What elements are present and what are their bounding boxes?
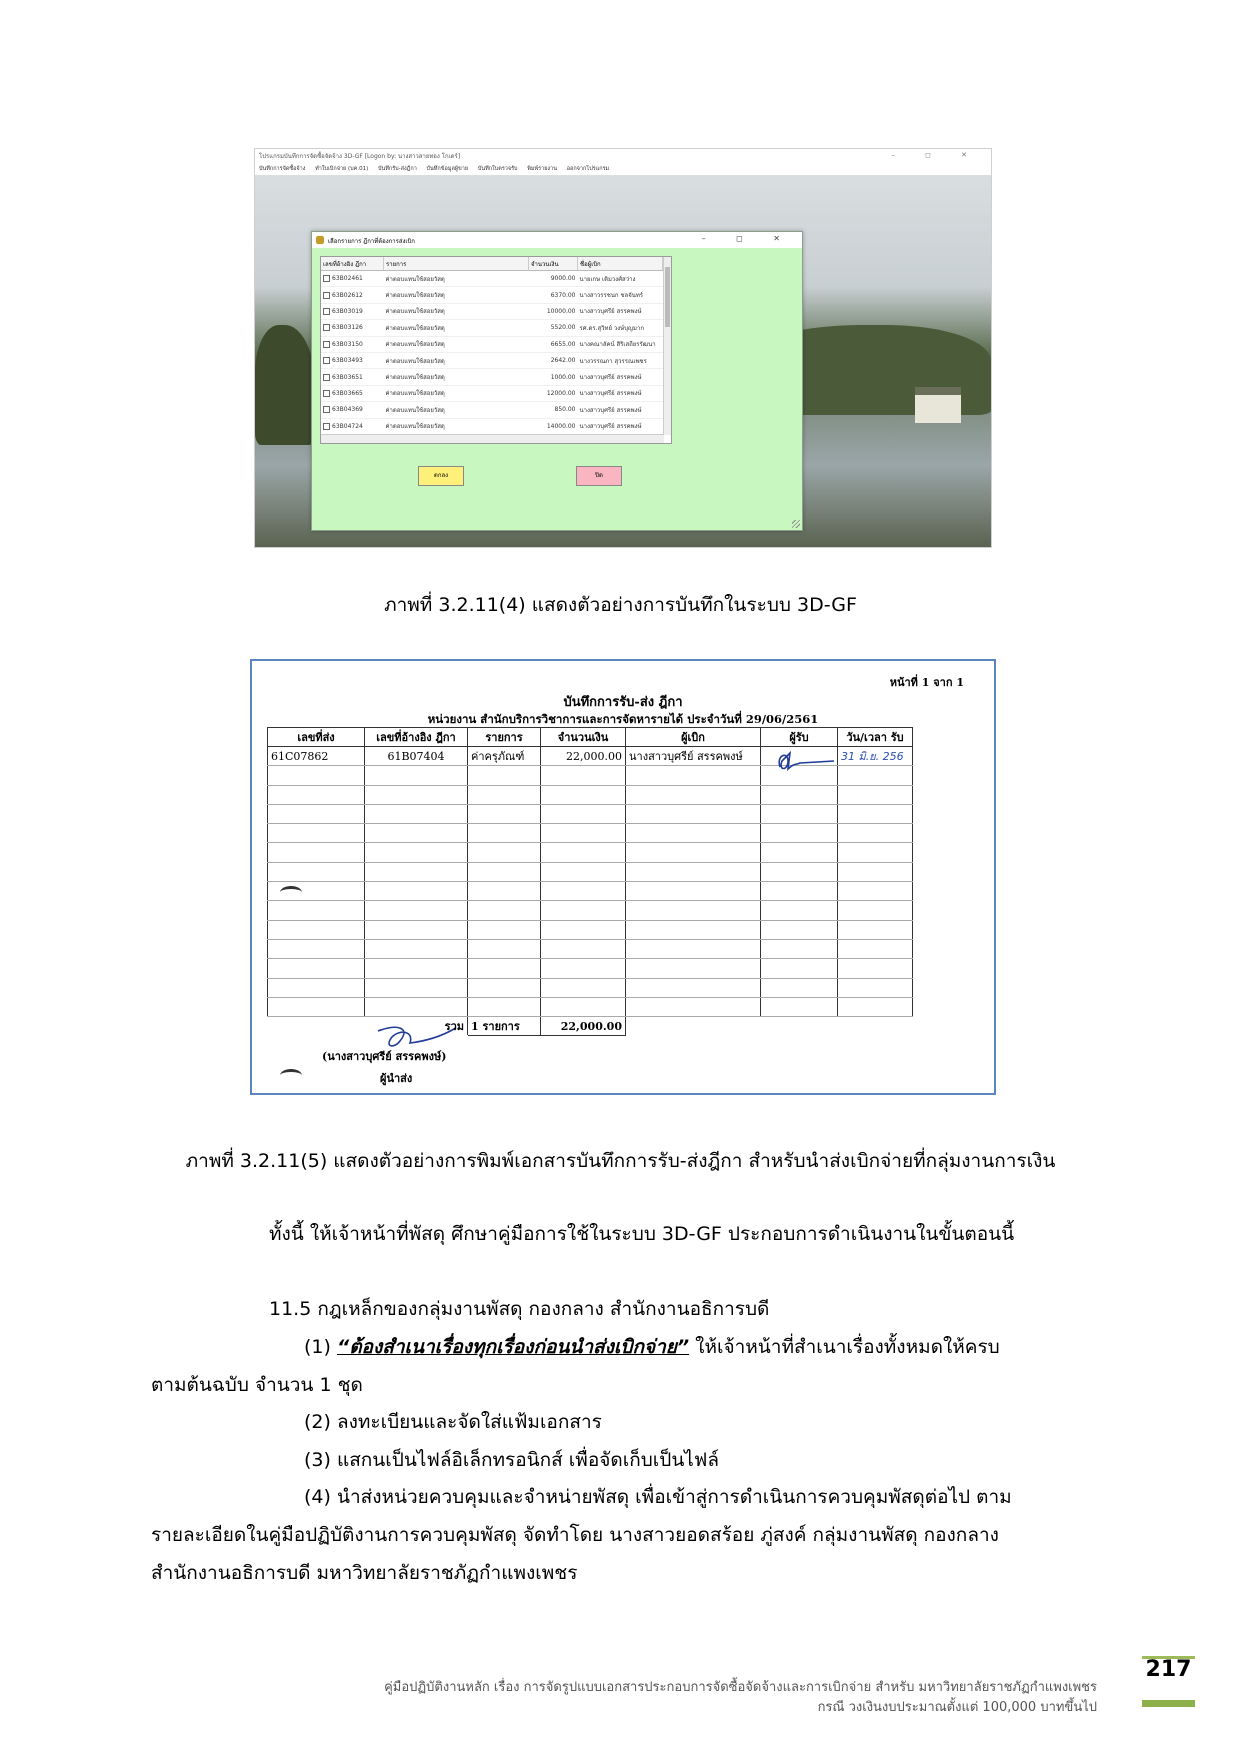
menu-item[interactable]: พิมพ์รายงาน [527,166,557,172]
rule-item-4-line-2: รายละเอียดในคู่มือปฏิบัติงานการควบคุมพัสดุ จัดทำโดย นางสาวยอดสร้อย ภู่สงค์ กลุ่มงานพัสดุ กองกลาง [151,1524,999,1546]
page-number: 217 [1145,1657,1192,1682]
rule-item-4-line-3: สำนักงานอธิการบดี มหาวิทยาลัยราชภัฏกำแพงเพชร [151,1562,578,1584]
voucher-grid [320,256,672,444]
voucher-amount: 10000.00 [529,303,578,319]
voucher-ref[interactable] [321,418,384,434]
voucher-ref-text: 63B04724 [332,422,363,430]
voucher-item: ค่าตอบแทนใช้สอยวัสดุ [384,385,529,401]
voucher-ref-text: 63B03150 [332,340,363,348]
select-voucher-dialog [311,231,803,531]
form-empty-row [268,882,913,901]
voucher-item: ค่าตอบแทนใช้สอยวัสดุ [384,418,529,434]
voucher-ref-text: 63B03651 [332,373,363,381]
voucher-ref[interactable] [321,303,384,319]
form-empty-row [268,824,913,843]
voucher-item: ค่าตอบแทนใช้สอยวัสดุ [384,271,529,287]
form-col-item: รายการ [468,728,541,747]
rule-item-3: (3) แสกนเป็นไฟล์อิเล็กทรอนิกส์ เพื่อจัดเก็บเป็นไฟล์ [304,1449,719,1471]
voucher-ref[interactable] [321,271,384,287]
form-amount: 22,000.00 [541,747,626,766]
menu-item[interactable]: ทำใบเบิกจ่าย (บค.01) [315,166,369,172]
voucher-requester: นางสาวบุศรีย์ สรรคพงษ์ [578,303,663,319]
form-total-amount: 22,000.00 [541,1017,626,1036]
app-titlebar [255,149,991,165]
voucher-row[interactable] [321,402,663,418]
form-send-no: 61C07862 [268,747,365,766]
grid-horizontal-scrollbar[interactable] [321,434,664,443]
col-name[interactable]: ชื่อผู้เบิก [578,257,663,271]
voucher-requester: นางคณาลัคน์ สิริเสถียรรัฒนา [578,336,663,352]
close-button[interactable]: ปิด [576,466,622,486]
dialog-title: เลือกรายการ ฎีกาที่ต้องการส่งเบิก [328,238,415,245]
body-paragraph-1: ทั้งนี้ ให้เจ้าหน้าที่พัสดุ ศึกษาคู่มือการใช้ในระบบ 3D-GF ประกอบการดำเนินงานในขั้นตอนนี้ [269,1223,1015,1245]
voucher-requester: นางวรรณภา สุวรรณเพชร [578,352,663,368]
voucher-item: ค่าตอบแทนใช้สอยวัสดุ [384,320,529,336]
form-empty-row [268,862,913,881]
voucher-requester: นางสาวบุศรีย์ สรรคพงษ์ [578,385,663,401]
form-empty-row [268,785,913,804]
voucher-amount: 850.00 [529,402,578,418]
grid-vertical-scrollbar[interactable] [663,257,671,435]
voucher-requester: นางสาวบุศรีย์ สรรคพงษ์ [578,402,663,418]
pavilion [915,387,961,423]
row-checkbox[interactable] [323,308,330,315]
row-checkbox[interactable] [323,275,330,282]
voucher-ref-text: 63B03493 [332,357,363,365]
row-checkbox[interactable] [323,357,330,364]
voucher-ref[interactable] [321,385,384,401]
voucher-table [321,257,663,435]
form-col-amount: จำนวนเงิน [541,728,626,747]
form-empty-row [268,920,913,939]
voucher-requester: นางสาวบุศรีย์ สรรคพงษ์ [578,369,663,385]
footer-budget-note: กรณี วงเงินงบประมาณตั้งแต่ 100,000 บาทขึ้นไป [817,1700,1097,1715]
voucher-item: ค่าตอบแทนใช้สอยวัสดุ [384,303,529,319]
form-requester: นางสาวบุศรีย์ สรรคพงษ์ [626,747,761,766]
row-checkbox[interactable] [323,374,330,381]
voucher-ref-text: 63B03665 [332,389,363,397]
voucher-ref-text: 63B04369 [332,406,363,414]
voucher-amount: 6655.00 [529,336,578,352]
form-title: บันทึกการรับ-ส่ง ฎีกา [563,695,683,710]
voucher-ref[interactable] [321,287,384,303]
form-empty-row [268,959,913,978]
punch-hole-icon [280,1069,302,1082]
form-empty-row [268,978,913,997]
voucher-ref-text: 63B03126 [332,324,363,332]
voucher-ref[interactable] [321,402,384,418]
voucher-amount: 14000.00 [529,418,578,434]
form-total-label: รวม [268,1017,468,1036]
voucher-item: ค่าตอบแทนใช้สอยวัสดุ [384,369,529,385]
voucher-amount: 6370.00 [529,287,578,303]
row-checkbox[interactable] [323,406,330,413]
rule-item-1 [304,1335,1000,1359]
form-empty-row [268,901,913,920]
footer-manual-title: คู่มือปฏิบัติงานหลัก เรื่อง การจัดรูปแบบเอกสารประกอบการจัดซื้อจัดจ้างและการเบิกจ่าย สำหรับ มหาวิทยาลัยราชภัฏกำแพงเพชร [384,1680,1097,1695]
form-col-send-no: เลขที่ส่ง [268,728,365,747]
menu-item[interactable]: บันทึกใบตรวจรับ [477,166,518,172]
menu-item[interactable]: บันทึกรับ-ส่งฎีกา [378,166,417,172]
figure-caption-1: ภาพที่ 3.2.11(4) แสดงตัวอย่างการบันทึกในระบบ 3D-GF [384,594,857,616]
form-total-row [268,1017,913,1036]
voucher-requester: นายเกษ เติมวงศ์สว่าง [578,271,663,287]
voucher-row[interactable] [321,303,663,319]
form-ref: 61B07404 [365,747,468,766]
voucher-ref-text: 63B03019 [332,307,363,315]
signer-role: ผู้นำส่ง [380,1072,413,1085]
voucher-row[interactable] [321,369,663,385]
form-col-received-at: วัน/เวลา รับ [838,728,913,747]
voucher-item: ค่าตอบแทนใช้สอยวัสดุ [384,287,529,303]
page-number-bottom-bar [1142,1700,1195,1707]
resize-grip-icon[interactable] [792,520,800,528]
form-col-receiver: ผู้รับ [761,728,838,747]
voucher-amount: 5520.00 [529,320,578,336]
section-11-5-heading: 11.5 กฎเหล็กของกลุ่มงานพัสดุ กองกลาง สำนักงานอธิการบดี [269,1298,770,1320]
form-header-row [268,728,913,747]
voucher-ref-text: 63B02461 [332,275,363,283]
figure-caption-2: ภาพที่ 3.2.11(5) แสดงตัวอย่างการพิมพ์เอกสารบันทึกการรับ-ส่งฎีกา สำหรับนำส่งเบิกจ่ายที่กลุ่มงานการเงิน [185,1150,1056,1172]
voucher-row[interactable] [321,320,663,336]
form-empty-row [268,997,913,1016]
ok-button[interactable]: ตกลง [418,466,464,486]
app-title: โปรแกรมบันทึกการจัดซื้อจัดจ้าง 3D-GF [Logon by: นางสาวสายทอง โกเดร์] [259,153,461,160]
form-received-date: 31 มิ.ย. 256 [838,747,913,766]
voucher-row[interactable] [321,352,663,368]
form-empty-row [268,804,913,823]
voucher-row[interactable] [321,287,663,303]
form-item: ค่าครุภัณฑ์ [468,747,541,766]
voucher-item: ค่าตอบแทนใช้สอยวัสดุ [384,402,529,418]
rule-item-1-number: (1) [304,1336,331,1358]
rule-item-1-emphasis: “ต้องสำเนาเรื่องทุกเรื่องก่อนนำส่งเบิกจ่าย” [336,1336,690,1358]
voucher-row[interactable] [321,385,663,401]
voucher-row[interactable] [321,336,663,352]
voucher-row[interactable] [321,418,663,434]
col-amount[interactable]: จำนวนเงิน [529,257,578,271]
voucher-requester: รศ.ดร.สุวิทย์ วงษ์บุญมาก [578,320,663,336]
form-empty-row [268,939,913,958]
row-checkbox[interactable] [323,324,330,331]
dialog-window-controls[interactable]: – ◻ ✕ [701,234,794,243]
form-empty-row [268,843,913,862]
trees-left [255,325,315,445]
window-controls[interactable]: – ◻ ✕ [891,151,981,159]
voucher-amount: 1000.00 [529,369,578,385]
rule-item-4: (4) นำส่งหน่วยควบคุมและจำหน่ายพัสดุ เพื่อเข้าสู่การดำเนินการควบคุมพัสดุต่อไป ตาม [304,1486,1012,1508]
col-ref[interactable]: เลขที่อ้างอิง ฎีกา [321,257,384,271]
voucher-item: ค่าตอบแทนใช้สอยวัสดุ [384,352,529,368]
voucher-requester: นางสาวรรชนก ชลจันทร์ [578,287,663,303]
voucher-amount: 12000.00 [529,385,578,401]
col-item[interactable]: รายการ [384,257,529,271]
voucher-ref-text: 63B02612 [332,291,363,299]
form-col-ref: เลขที่อ้างอิง ฎีกา [365,728,468,747]
voucher-amount: 9000.00 [529,271,578,287]
voucher-row[interactable] [321,271,663,287]
rule-item-1-continued: ตามต้นฉบับ จำนวน 1 ชุด [151,1374,363,1396]
scroll-thumb[interactable] [665,267,670,327]
form-page-label: หน้าที่ 1 จาก 1 [889,676,964,689]
signer-name: (นางสาวบุศรีย์ สรรคพงษ์) [322,1050,447,1063]
voucher-ref[interactable] [321,352,384,368]
rule-item-2: (2) ลงทะเบียนและจัดใส่แฟ้มเอกสาร [304,1411,602,1433]
voucher-requester: นางสาวบุศรีย์ สรรคพงษ์ [578,418,663,434]
row-checkbox[interactable] [323,341,330,348]
row-checkbox[interactable] [323,390,330,397]
printed-receipt-form [250,659,996,1095]
dialog-titlebar [312,232,802,248]
voucher-ref[interactable] [321,369,384,385]
menu-item[interactable]: บันทึกการจัดซื้อจ้าง [259,166,306,172]
punch-hole-icon [280,886,302,899]
voucher-ref[interactable] [321,336,384,352]
menu-item[interactable]: ออกจากโปรแกรม [566,166,610,172]
background-lake-photo [255,175,991,547]
receiver-signature-icon [774,749,840,775]
voucher-ref[interactable] [321,320,384,336]
form-unit-line: หน่วยงาน สำนักบริการวิชาการและการจัดหารายได้ ประจำวันที่ 29/06/2561 [427,712,819,726]
menu-item[interactable]: บันทึกข้อมูลผู้ขาย [426,166,469,172]
form-col-requester: ผู้เบิก [626,728,761,747]
dialog-app-icon [316,236,324,244]
rule-item-1-text: ให้เจ้าหน้าที่สำเนาเรื่องทั้งหมดให้ครบ [695,1336,1000,1358]
row-checkbox[interactable] [323,423,330,430]
grid-header-row [321,257,663,271]
row-checkbox[interactable] [323,292,330,299]
voucher-amount: 2642.00 [529,352,578,368]
voucher-item: ค่าตอบแทนใช้สอยวัสดุ [384,336,529,352]
screenshot-3d-gf [254,148,992,548]
form-total-items: 1 รายการ [468,1017,541,1036]
